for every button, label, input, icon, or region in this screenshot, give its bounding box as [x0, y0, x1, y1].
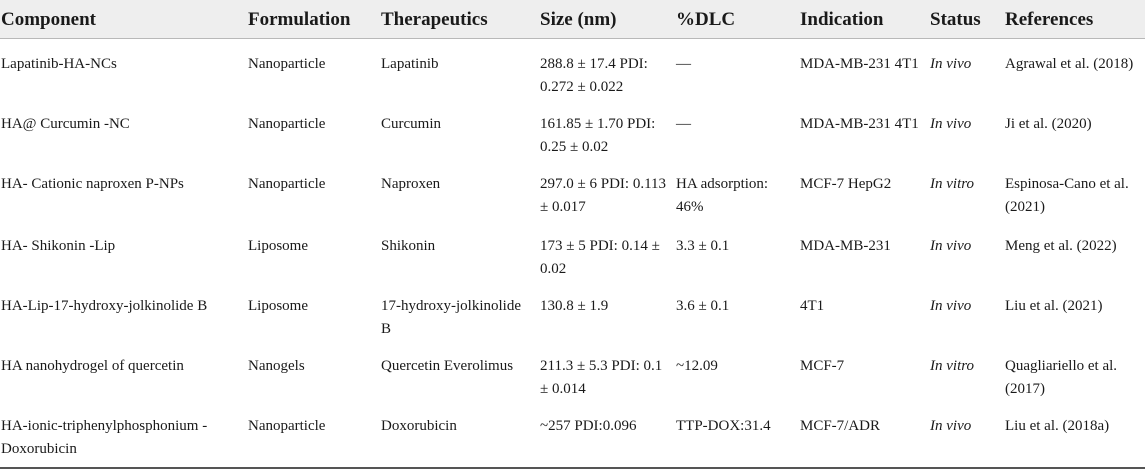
cell-component: HA- Cationic naproxen P-NPs: [1, 176, 184, 192]
cell-dlc: ~12.09: [676, 358, 718, 374]
cell-indication: MDA-MB-231: [800, 238, 891, 254]
header-formulation: Formulation: [246, 0, 379, 39]
cell-status: In vitro: [930, 358, 975, 374]
cell-status: In vivo: [928, 401, 1003, 468]
cell-formulation: Liposome: [248, 238, 308, 254]
table-row: [0, 221, 1145, 281]
cell-formulation: Nanogels: [248, 358, 305, 374]
cell-indication: MCF-7/ADR: [798, 401, 928, 468]
cell-size: ~257 PDI:0.096: [538, 401, 674, 468]
cell-dlc: 3.3 ± 0.1: [676, 238, 730, 254]
cell-indication: MCF-7 HepG2: [800, 176, 892, 192]
cell-therapeutics: Curcumin: [381, 116, 441, 132]
cell-size: 130.8 ± 1.9: [540, 298, 609, 314]
header-row: [0, 0, 1145, 39]
table-row: [0, 39, 1145, 100]
cell-references: Espinosa-Cano et al. (2021): [1005, 176, 1129, 215]
cell-indication: MDA-MB-231 4T1: [800, 56, 919, 72]
table-row: [0, 401, 1145, 468]
cell-size: 288.8 ± 17.4 PDI: 0.272 ± 0.022: [540, 56, 648, 95]
cell-formulation: Nanoparticle: [248, 116, 326, 132]
cell-component: Lapatinib-HA-NCs: [1, 56, 117, 72]
table-row: [0, 281, 1145, 341]
cell-component: HA nanohydrogel of quercetin: [1, 358, 184, 374]
cell-therapeutics: Lapatinib: [381, 56, 439, 72]
cell-formulation: Nanoparticle: [248, 56, 326, 72]
cell-size: 161.85 ± 1.70 PDI: 0.25 ± 0.02: [540, 116, 656, 155]
cell-references: Agrawal et al. (2018): [1005, 56, 1134, 72]
cell-size: 297.0 ± 6 PDI: 0.113 ± 0.017: [540, 176, 667, 215]
cell-indication: MCF-7: [800, 358, 845, 374]
header-status: Status: [928, 0, 1003, 39]
cell-therapeutics: Quercetin Everolimus: [381, 358, 514, 374]
cell-references: Meng et al. (2022): [1005, 238, 1117, 254]
table-header: [0, 0, 1145, 39]
cell-dlc: TTP-DOX:31.4: [674, 401, 798, 468]
header-size: Size (nm): [538, 0, 674, 39]
cell-size: 211.3 ± 5.3 PDI: 0.1 ± 0.014: [540, 358, 663, 397]
cell-therapeutics: 17-hydroxy-jolkinolide B: [381, 298, 521, 337]
cell-size: 173 ± 5 PDI: 0.14 ± 0.02: [540, 238, 660, 277]
cell-dlc: —: [676, 56, 691, 72]
table-row: [0, 99, 1145, 159]
table-body: [0, 39, 1145, 469]
cell-component: HA-Lip-17-hydroxy-jolkinolide B: [1, 298, 208, 314]
cell-references: Ji et al. (2020): [1005, 116, 1092, 132]
cell-dlc: 3.6 ± 0.1: [676, 298, 730, 314]
cell-indication: MDA-MB-231 4T1: [800, 116, 919, 132]
cell-dlc: HA adsorption: 46%: [676, 176, 769, 215]
cell-status: In vivo: [930, 56, 972, 72]
header-dlc: %DLC: [674, 0, 798, 39]
cell-formulation: Nanoparticle: [246, 401, 379, 468]
cell-formulation: Nanoparticle: [248, 176, 326, 192]
header-indication: Indication: [798, 0, 928, 39]
cell-component: HA-ionic-triphenylphosphonium - Doxorubicin: [0, 401, 246, 468]
cell-dlc: —: [676, 116, 691, 132]
cell-formulation: Liposome: [248, 298, 308, 314]
cell-status: In vitro: [930, 176, 975, 192]
header-therapeutics: Therapeutics: [379, 0, 538, 39]
cell-references: Quagliariello et al. (2017): [1005, 358, 1118, 397]
header-references: References: [1003, 0, 1145, 39]
cell-component: HA@ Curcumin -NC: [1, 116, 130, 132]
cell-therapeutics: Naproxen: [381, 176, 441, 192]
cell-status: In vivo: [930, 298, 972, 314]
cell-status: In vivo: [930, 116, 972, 132]
cell-therapeutics: Doxorubicin: [379, 401, 538, 468]
cell-indication: 4T1: [800, 298, 825, 314]
table-row: [0, 159, 1145, 221]
cell-therapeutics: Shikonin: [381, 238, 436, 254]
header-component: Component: [0, 0, 246, 39]
cell-status: In vivo: [930, 238, 972, 254]
table-row: [0, 341, 1145, 401]
cell-component: HA- Shikonin -Lip: [1, 238, 116, 254]
cell-references: Liu et al. (2021): [1005, 298, 1103, 314]
cell-references: Liu et al. (2018a): [1003, 401, 1145, 468]
